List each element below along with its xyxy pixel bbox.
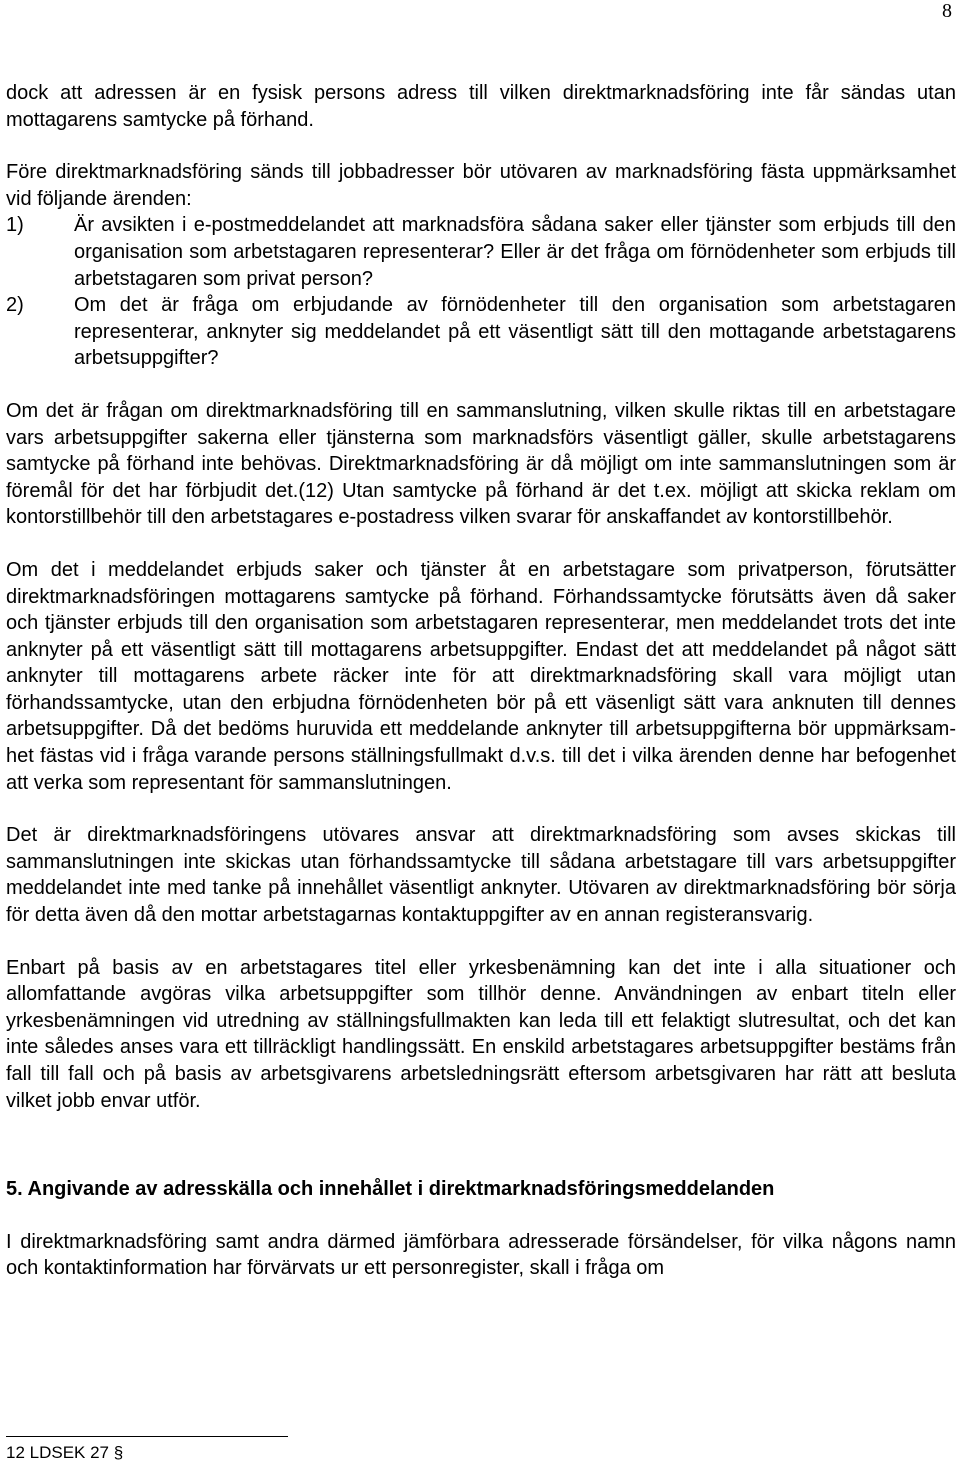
list-item-text: Är avsikten i e-postmeddelandet att marknadsföra sådana saker eller tjänster som erbjuds till den organisation som arbetstagaren representerar? Eller är det fråga om förnödenheter som erbjuds till arbetstagaren som privat person? [74,214,956,290]
list-item [6,292,956,372]
paragraph: Om det är frågan om direktmarknadsföring till en sammanslutning, vilken skulle riktas till en arbetstagare vars arbetsuppgifter sakerna eller tjänsterna som marknadsförs väsentligt gäller, skulle arbetstagarens samtycke på förhand inte behövas. Direktmarknadsföring är då möjligt om inte sammanslutningen som är föremål för det har förbjudit det.(12) Utan samtycke på förhand är det t.ex. möjligt att skicka reklam om kontorstillbehör till den arbetstagares e-postadress vilken svarar för anskaffandet av kontorstillbehör. [6,399,956,529]
page-number: 8 [942,0,952,22]
document-body [6,80,956,1282]
numbered-list [6,212,956,372]
footnote: 12 LDSEK 27 § [6,1443,124,1462]
list-item-number: 2) [6,294,24,317]
paragraph: Enbart på basis av en arbetstagares titel eller yrkesbenämning kan det inte i alla situationer och allomfattande avgöras vilka arbetsuppgifter som tillhör denne. Användningen av enbart titeln eller yrkesbenämningen vid utredning av ställningsfullmakten kan leda till ett felaktigt slutresultat, och det kan inte således anses vara ett tillräckligt handlingssätt. En enskild arbetstagares arbetsuppgifter bestäms från fall till fall och på basis av arbetsgivarens arbetsledningsrätt eftersom arbetsgivaren har rätt att besluta vilket jobb envar utför. [6,956,956,1112]
footnote-divider [6,1436,288,1437]
section-heading: 5. Angivande av adresskälla och innehållet i direktmarknadsföringsmeddelanden [6,1178,775,1201]
list-item-text: Om det är fråga om erbjudande av förnödenheter till den organisation som arbetstagaren representerar, anknyter sig meddelandet på ett väsentligt sätt till den mottagande arbetstagarens arbetsuppgifter? [74,294,956,370]
paragraph-intro: Före direktmarknadsföring sänds till jobbadresser bör utövaren av marknadsföring fästa uppmärksamhet vid följande ärenden: [6,161,956,210]
list-item-number: 1) [6,214,24,237]
paragraph: I direktmarknadsföring samt andra därmed jämförbara adresserade försändelser, för vilka någons namn och kontaktinformation har förvärvats ur ett personregister, skall i fråga om [6,1230,956,1280]
paragraph: Om det i meddelandet erbjuds saker och tjänster åt en arbetstagare som privatperson, förutsätter direktmarknadsföringen mottagarens samtycke på förhand. Förhandssamtycke förutsätts även då saker och tjänster erbjuds till den organisation som arbetstagaren representerar, men meddelandet trots det inte anknyter på ett väsentligt sätt till mottagarens arbetsuppgifter. Endast det att meddelandet på något sätt anknyter till mottagarens arbete räcker inte för att direktmarknadsföring skall vara möjligt utan förhandssamtycke, utan den erbjudna förnödenheten bör på ett väsenligt sätt vara anknuten till dennes arbetsuppgifter. Då det bedöms huruvida ett meddelande anknyter till arbetsuppgifterna bör uppmärksamhet fästas vid i fråga varande persons ställningsfullmakt d.v.s. till det i vilka ärenden denne har befogenhet att verka som representant för sammanslutningen. [6,558,956,794]
paragraph-continuation: dock att adressen är en fysisk persons adress till vilken direktmarknadsföring inte får sändas utan mottagarens samtycke på förhand. [6,82,956,131]
paragraph: Det är direktmarknadsföringens utövares ansvar att direktmarknadsföring som avses skickas till sammanslutningen inte skickas utan förhandssamtycke till sådana arbetstagare till vars arbetsuppgifter meddelandet inte med tanke på innehållet väsentligt anknyter. Utövaren av direktmarknadsföring bör sörja för detta även då den mottar arbetstagarnas kontaktuppgifter av en annan registeransvarig. [6,824,956,927]
list-item [6,212,956,292]
